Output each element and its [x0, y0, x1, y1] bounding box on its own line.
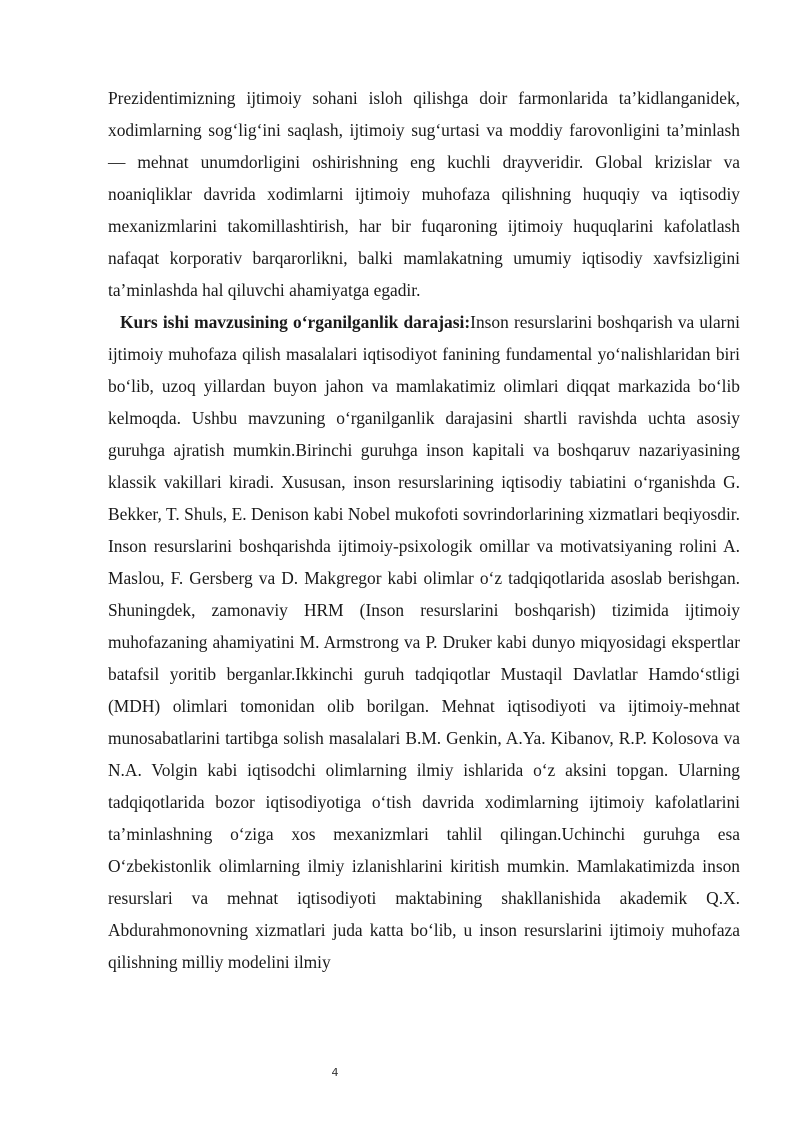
page-number: 4: [331, 1066, 339, 1079]
paragraph-body: Inson resurslarini boshqarish va ularni ijtimoiy muhofaza qilish masalalari iqtisodiyot fanining fundamental yo‘nalishlaridan biri bo‘lib, uzoq yillardan buyon jahon va mamlakatimiz olimlari diqqat markazida bo‘lib kelmoqda. Ushbu mavzuning o‘rganilganlik darajasini shartli ravishda uchta asosiy guruhga ajratish mumkin.Birinchi guruhga inson kapitali va boshqaruv nazariyasining klassik vakillari kiradi. Xususan, inson resurslarining iqtisodiy tabiatini o‘rganishda G. Bekker, T. Shuls, E. Denison kabi Nobel mukofoti sovrindorlarining xizmatlari beqiyosdir. Inson resurslarini boshqarishda ijtimoiy-psixologik omillar va motivatsiyaning rolini A. Maslou, F. Gersberg va D. Makgregor kabi olimlar o‘z tadqiqotlarida asoslab berishgan. Shuningdek, zamonaviy HRM (Inson resurslarini boshqarish) tizimida ijtimoiy muhofazaning ahamiyatini M. Armstrong va P. Druker kabi dunyo miqyosidagi ekspertlar batafsil yoritib berganlar.Ikkinchi guruh tadqiqotlar Mustaqil Davlatlar Hamdo‘stligi (MDH) olimlari tomonidan olib borilgan. Mehnat iqtisodiyoti va ijtimoiy-mehnat munosabatlarini tartibga solish masalalari B.M. Genkin, A.Ya. Kibanov, R.P. Kolosova va N.A. Volgin kabi iqtisodchi olimlarning ilmiy ishlarida o‘z aksini topgan. Ularning tadqiqotlarida bozor iqtisodiyotiga o‘tish davrida xodimlarning ijtimoiy kafolatlarini ta’minlashning o‘ziga xos mexanizmlari tahlil qilingan.Uchinchi guruhga esa O‘zbekistonlik olimlarning ilmiy izlanishlarini kiritish mumkin. Mamlakatimizda inson resurslari va mehnat iqtisodiyoti maktabining shakllanishida akademik Q.X. Abdurahmonovning xizmatlari juda katta bo‘lib, u inson resurslarini ijtimoiy muhofaza qilishning milliy modelini ilmiy: [108, 312, 740, 972]
section-heading: Kurs ishi mavzusining o‘rganilganlik darajasi:: [120, 312, 471, 332]
document-page: [108, 82, 740, 978]
paragraph-intro: Prezidentimizning ijtimoiy sohani isloh qilishga doir farmonlarida ta’kidlanganidek, xodimlarning sog‘lig‘ini saqlash, ijtimoiy sug‘urtasi va moddiy farovonligini ta’minlash — mehnat unumdorligini oshirishning eng kuchli drayveridir. Global krizislar va noaniqliklar davrida xodimlarni ijtimoiy muhofaza qilishning huquqiy va iqtisodiy mexanizmlarini takomillashtirish, har bir fuqaroning ijtimoiy huquqlarini kafolatlash nafaqat korporativ barqarorlikni, balki mamlakatning umumiy iqtisodiy xavfsizligini ta’minlashda hal qiluvchi ahamiyatga egadir.: [108, 88, 740, 300]
paragraph-literature-review: [108, 306, 740, 978]
